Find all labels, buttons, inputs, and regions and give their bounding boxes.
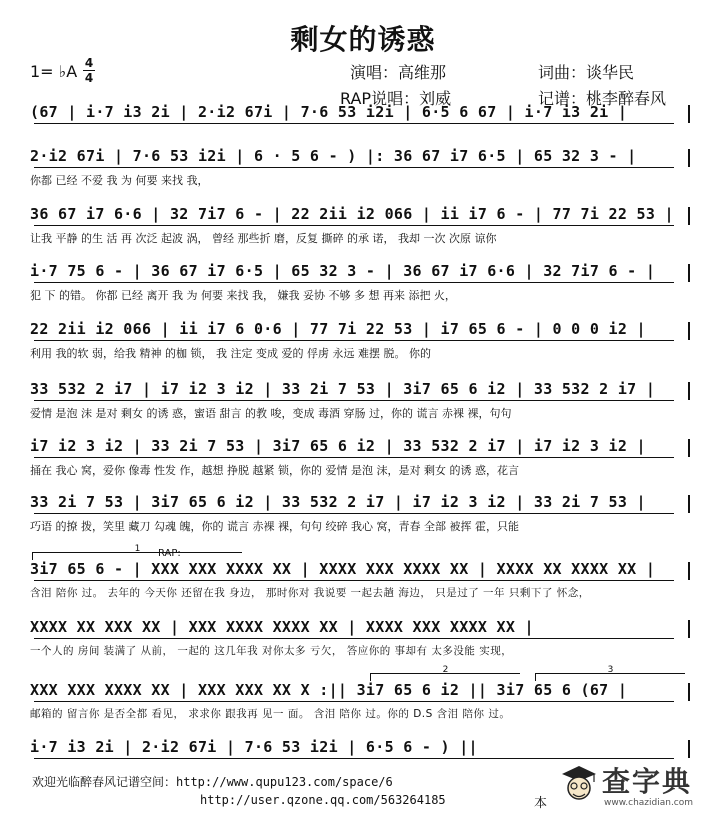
transcriber-credit: 记谱：桃李醉春风 xyxy=(538,89,667,108)
lyrics-line: 含泪 陪你 过。 去年的 今天你 还留在我 身边， 那时你对 我说要 一起去趟 海边， 只是过了 一年 只剩下了 怀念， xyxy=(30,587,590,599)
singer-credit: 演唱：高维那 xyxy=(350,63,447,82)
notation-line: XXXX XX XXX XX | XXX XXXX XXXX XX | XXXX XXX XXXX XX | xyxy=(30,618,534,636)
notation-line: i·7 i3 2i | 2·i2 67i | 7·6 53 i2i | 6·5 6 - ) || xyxy=(30,738,478,756)
chazidian-logo[interactable] xyxy=(560,758,710,810)
composer-credit: 词曲：谈华民 xyxy=(538,63,635,82)
rap-label: RAP: xyxy=(158,548,181,559)
end-barline xyxy=(688,149,690,167)
song-title: 剩女的诱惑 xyxy=(290,23,436,56)
notation-line: i·7 75 6 - | 36 67 i7 6·5 | 65 32 3 - | 36 67 i7 6·6 | 32 7i7 6 - | xyxy=(30,262,656,280)
lyrics-line: 一个人的 房间 装满了 从前， 一起的 这几年我 对你太多 亏欠， 答应你的 事却有 太多没能 实现， xyxy=(30,645,513,657)
end-barline xyxy=(688,740,690,758)
beam-line xyxy=(34,580,674,581)
logo-name: 查字典 xyxy=(602,765,693,798)
notation-line: 33 2i 7 53 | 3i7 65 6 i2 | 33 532 2 i7 | i7 i2 3 i2 | 33 2i 7 53 | xyxy=(30,493,646,511)
volta-number: 1 xyxy=(134,544,141,554)
time-signature-top: 4 xyxy=(84,56,94,70)
volta-bracket xyxy=(370,665,520,681)
time-signature xyxy=(82,57,96,84)
footer-line-1: 欢迎光临醉春风记谱空间：http://www.qupu123.com/space/6 xyxy=(32,775,393,789)
time-signature-bottom: 4 xyxy=(84,71,94,85)
key-signature: 1= ♭A xyxy=(30,62,78,81)
lyrics-line: 巧语 的撩 拨，笑里 藏刀 勾魂 魄，你的 谎言 赤裸 裸，句句 绞碎 我心 窝，青春 全部 被挥 霍，只能 xyxy=(30,520,519,533)
logo-url: www.chazidian.com xyxy=(604,798,694,808)
volta-number: 2 xyxy=(442,665,449,675)
notation-line: 2·i2 67i | 7·6 53 i2i | 6 · 5 6 - ) |: 36 67 i7 6·5 | 65 32 3 - | xyxy=(30,147,637,165)
end-barline xyxy=(688,382,690,400)
footer-line-2: http://user.qzone.qq.com/563264185 xyxy=(200,793,446,807)
volta-bracket xyxy=(535,665,685,681)
end-barline xyxy=(688,620,690,638)
lyrics-line: 利用 我的软 弱，给我 精神 的枷 锁， 我 注定 变成 爱的 俘虏 永远 难摆 脱。 你的 xyxy=(30,347,431,360)
end-barline xyxy=(688,264,690,282)
beam-line xyxy=(34,167,674,168)
lyrics-line: 犯 下 的错。 你都 已经 离开 我 为 何要 来找 我， 嫌我 妥协 不够 多 想 再来 添把 火， xyxy=(30,289,456,302)
lyrics-line: 爱情 是泡 沫 是对 剩女 的诱 惑，蜜语 甜言 的教 唆，变成 毒酒 穿肠 过，你的 谎言 赤裸 裸，句句 xyxy=(30,407,512,420)
beam-line xyxy=(34,457,674,458)
volta-number: 3 xyxy=(607,665,614,675)
end-barline xyxy=(688,207,690,225)
lyrics-line: 你都 已经 不爱 我 为 何要 来找 我， xyxy=(30,174,209,187)
lyrics-line: 让我 平静 的生 活 再 次泛 起波 涡， 曾经 那些折 磨，反复 撕碎 的承 诺， 我却 一次 次原 谅你 xyxy=(30,232,497,245)
lyrics-line: 捅在 我心 窝，爱你 像毒 性发 作，越想 挣脱 越紧 锁，你的 爱情 是泡 沫，是对 剩女 的诱 惑，花言 xyxy=(30,464,519,477)
end-barline xyxy=(688,322,690,340)
beam-line xyxy=(34,513,674,514)
rap-singer-credit: RAP说唱：刘威 xyxy=(340,89,452,108)
scholar-avatar-icon xyxy=(560,764,598,804)
notation-line: (67 | i·7 i3 2i | 2·i2 67i | 7·6 53 i2i | 6·5 6 67 | i·7 i3 2i | xyxy=(30,103,628,121)
beam-line xyxy=(34,400,674,401)
end-barline xyxy=(688,683,690,701)
end-barline xyxy=(688,562,690,580)
end-barline xyxy=(688,105,690,123)
beam-line xyxy=(34,225,674,226)
lyrics-line: 邮箱的 留言你 是否全都 看见， 求求你 跟我再 见一 面。 含泪 陪你 过。你的 D.S 含泪 陪你 过。 xyxy=(30,708,511,720)
beam-line xyxy=(34,123,674,124)
volta-bracket xyxy=(32,544,242,560)
beam-line xyxy=(34,638,674,639)
notation-line: 22 2ii i2 066 | ii i7 6 0·6 | 77 7i 22 53 | i7 65 6 - | 0 0 0 i2 | xyxy=(30,320,646,338)
notation-line: i7 i2 3 i2 | 33 2i 7 53 | 3i7 65 6 i2 | 33 532 2 i7 | i7 i2 3 i2 | xyxy=(30,437,646,455)
end-barline xyxy=(688,439,690,457)
notation-line: 36 67 i7 6·6 | 32 7i7 6 - | 22 2ii i2 066 | ii i7 6 - | 77 7i 22 53 | xyxy=(30,205,674,223)
notation-line: 3i7 65 6 - | XXX XXX XXXX XX | XXXX XXX XXXX XX | XXXX XX XXXX XX | xyxy=(30,560,656,578)
notation-line: 33 532 2 i7 | i7 i2 3 i2 | 33 2i 7 53 | 3i7 65 6 i2 | 33 532 2 i7 | xyxy=(30,380,656,398)
notation-line: XXX XXX XXXX XX | XXX XXX XX X :|| 3i7 65 6 i2 || 3i7 65 6 (67 | xyxy=(30,681,628,699)
beam-line xyxy=(34,340,674,341)
beam-line xyxy=(34,282,674,283)
end-barline xyxy=(688,495,690,513)
beam-line xyxy=(34,701,674,702)
footer-mark: 本 xyxy=(534,796,548,811)
